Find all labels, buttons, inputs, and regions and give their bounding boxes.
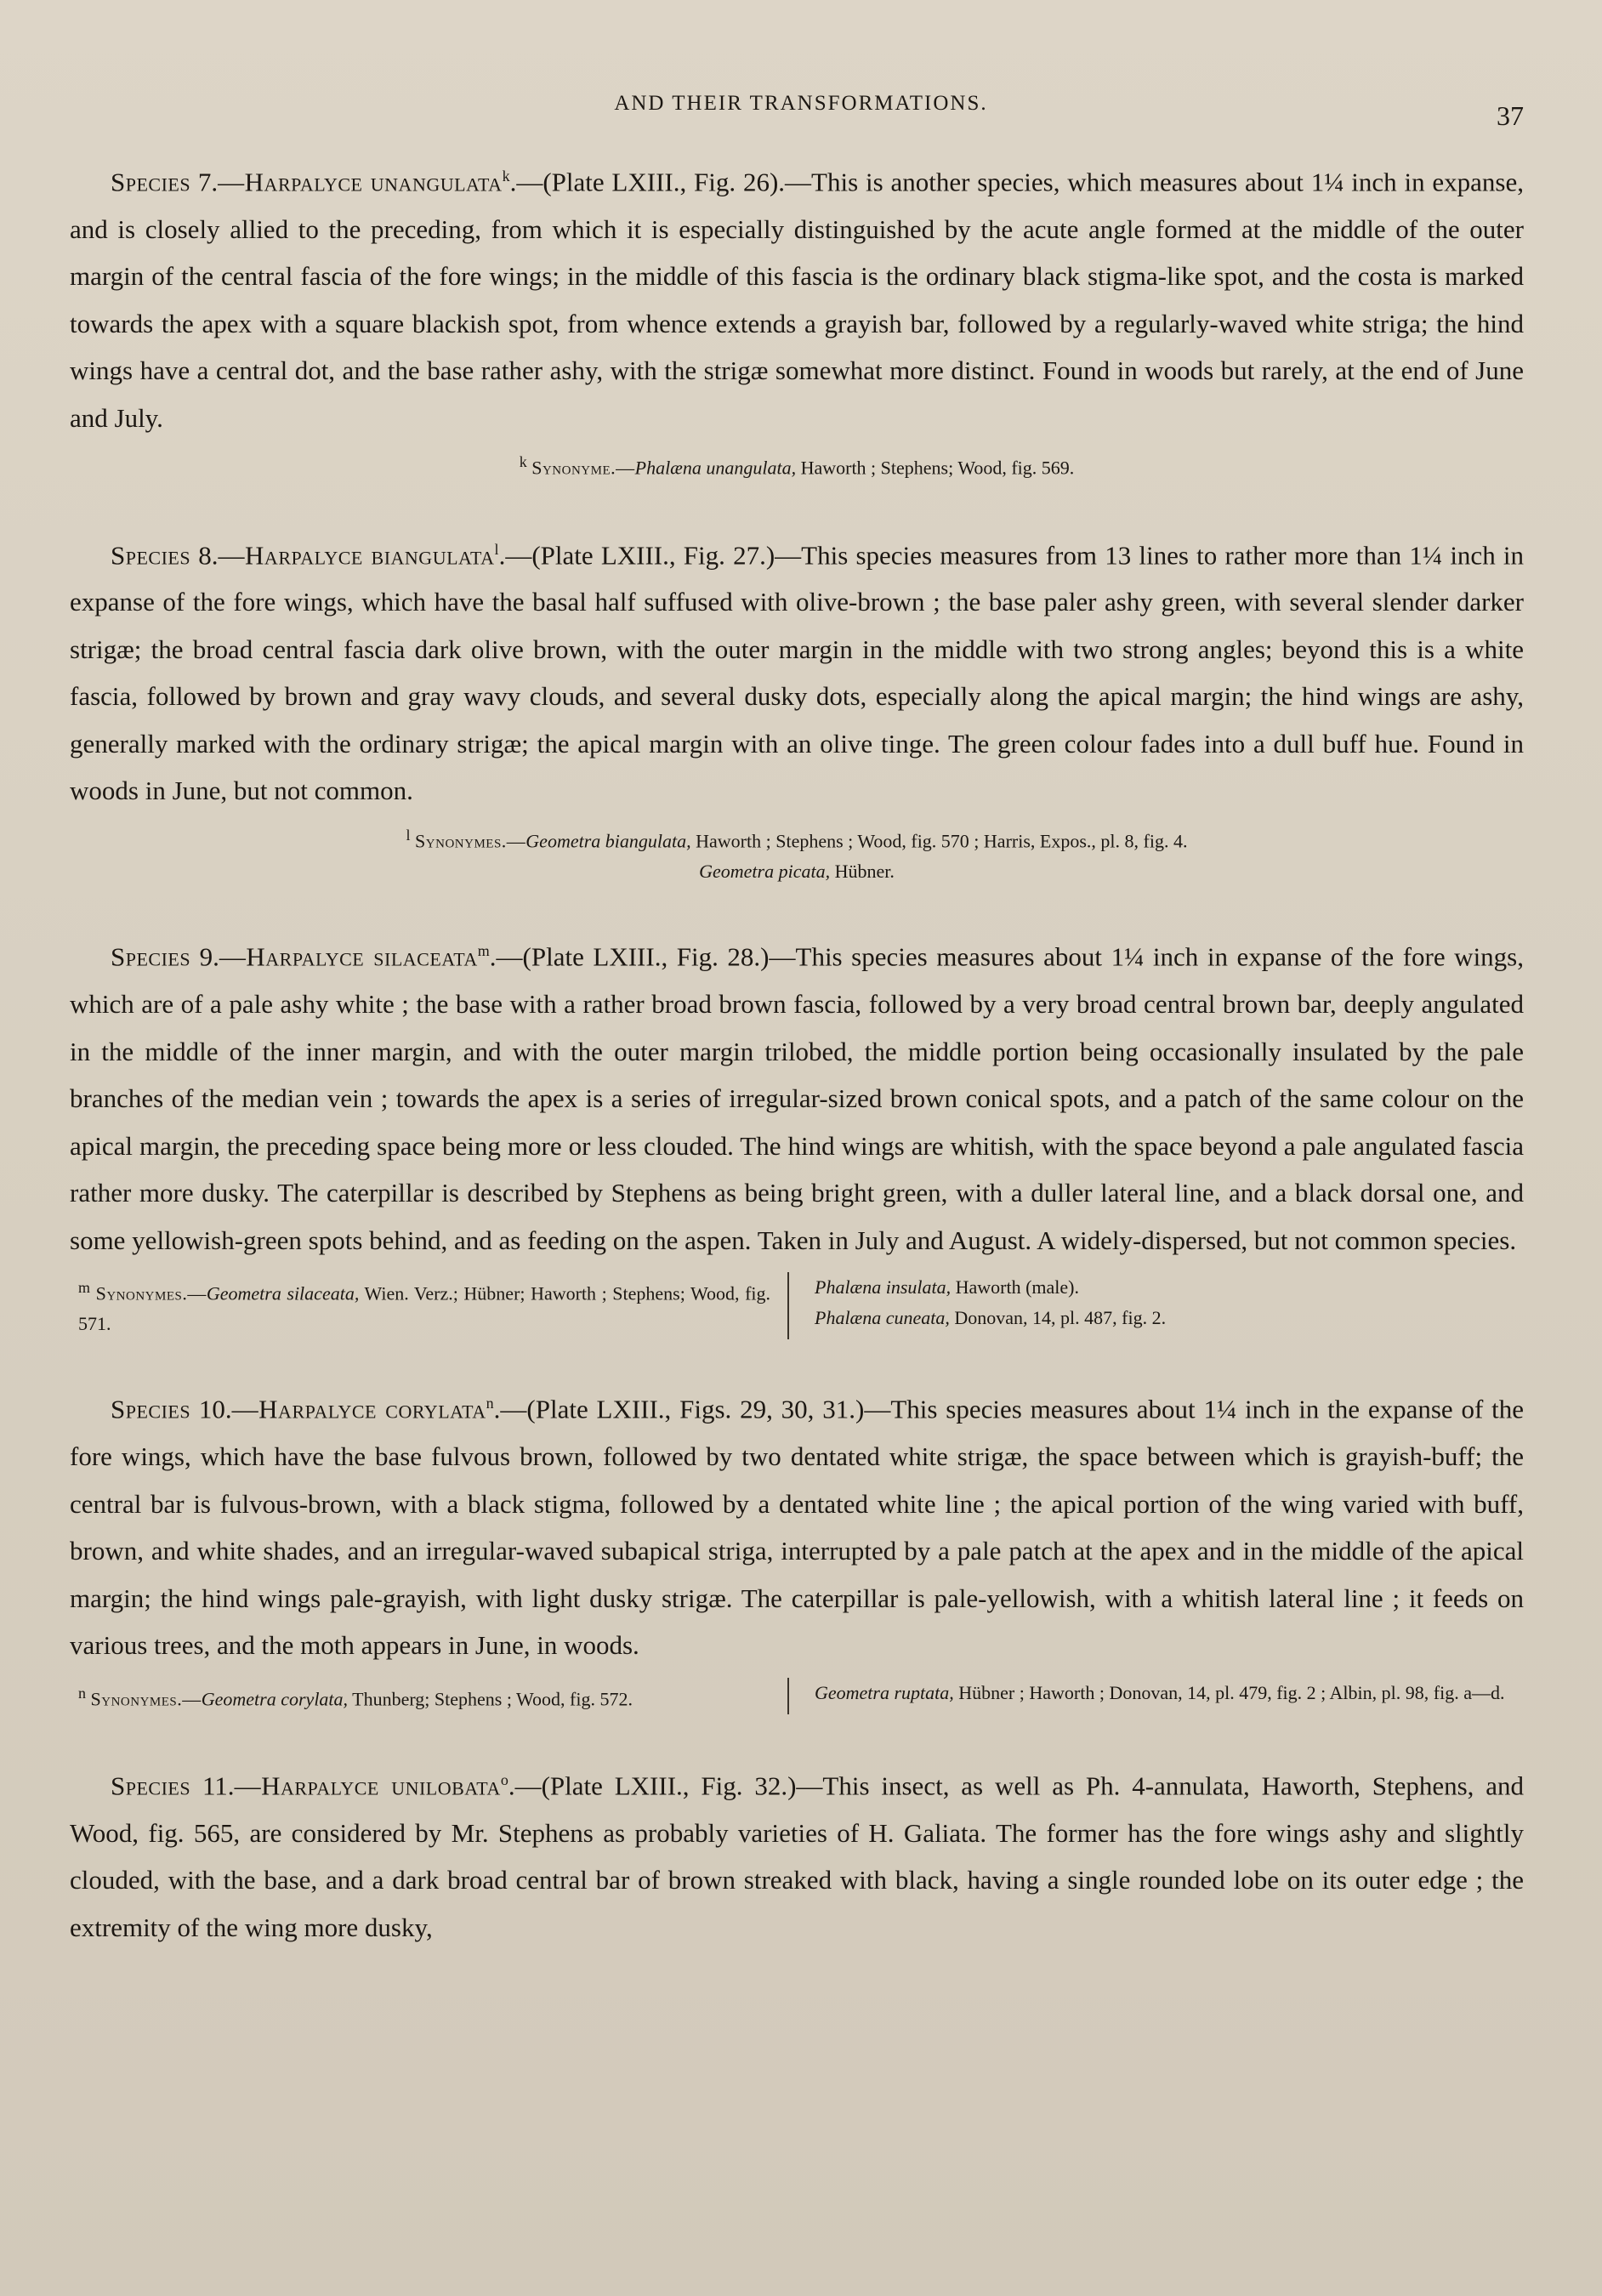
species-label: Species bbox=[111, 1770, 191, 1801]
synonym-refs: Haworth ; Stephens; Wood, fig. 569. bbox=[800, 457, 1075, 479]
synonym-refs: Wien. Verz.; Hübner; Haworth ; Stephens; Wood, fig. 571. bbox=[78, 1282, 771, 1335]
species-10-paragraph bbox=[70, 1380, 1524, 1668]
synonym-right-column bbox=[787, 1272, 1524, 1339]
synonym-line-2 bbox=[70, 856, 1524, 887]
species-description: .—(Plate LXIII., Fig. 26).—This is another species, which measures about 1¼ inch in expanse, and is closely allied to the preceding, from which it is especially distinguished by the acute angle formed at the middle of the outer margin of the central fascia of the fore wings; in the middle of this fascia is the ordinary black stigma-like spot, and the costa is marked towards the apex with a square blackish spot, from whence extends a grayish bar, followed by a regularly-waved white striga; the hind wings have a central dot, and the base rather ashy, with the strigæ somewhat more distinct. Found in woods but rarely, at the end of June and July. bbox=[70, 167, 1525, 433]
species-7-paragraph bbox=[70, 153, 1524, 441]
synonym-name: Geometra picata, bbox=[699, 861, 831, 883]
species-11-entry bbox=[70, 1757, 1524, 1951]
species-label: Species bbox=[111, 1394, 191, 1424]
synonym-right-column bbox=[787, 1678, 1524, 1714]
species-11-paragraph bbox=[70, 1757, 1524, 1951]
synonym-name: Phalæna unangulata, bbox=[634, 457, 797, 479]
species-9-paragraph bbox=[70, 928, 1524, 1264]
synonym-refs: Haworth (male). bbox=[955, 1276, 1080, 1299]
footnote-mark: l bbox=[406, 826, 411, 844]
footnote-ref: o bbox=[500, 1771, 508, 1789]
synonym-label: Synonymes.— bbox=[415, 830, 526, 852]
synonym-name: Geometra silaceata, bbox=[206, 1282, 360, 1304]
synonym-refs: Thunberg; Stephens ; Wood, fig. 572. bbox=[352, 1688, 633, 1710]
synonym-left-column bbox=[70, 1272, 787, 1339]
synonym-name: Phalæna insulata, bbox=[815, 1276, 952, 1299]
synonym-refs: Haworth ; Stephens ; Wood, fig. 570 ; Harris, Expos., pl. 8, fig. 4. bbox=[696, 830, 1188, 852]
species-7-entry bbox=[70, 153, 1524, 484]
species-number: 11. bbox=[202, 1770, 235, 1801]
footnote-ref: k bbox=[502, 168, 510, 185]
synonym-label: Synonymes.— bbox=[90, 1688, 202, 1710]
species-label: Species bbox=[111, 941, 191, 972]
footnote-ref: n bbox=[486, 1395, 494, 1412]
synonym-refs: Hübner ; Haworth ; Donovan, 14, pl. 479, fig. 2 ; Albin, pl. 98, fig. a—d. bbox=[958, 1681, 1505, 1703]
synonym-note bbox=[70, 446, 1524, 483]
synonym-refs: Hübner. bbox=[834, 861, 895, 883]
synonym-label: Synonyme.— bbox=[531, 457, 635, 479]
synonym-refs: Donovan, 14, pl. 487, fig. 2. bbox=[954, 1307, 1167, 1329]
synonym-name: Geometra biangulata, bbox=[525, 830, 691, 852]
synonym-left-column bbox=[70, 1678, 787, 1714]
species-description: .—(Plate LXIII., Fig. 28.)—This species measures about 1¼ inch in expanse of the fore wings, which are of a pale ashy white ; the base with a rather broad brown fascia, followed by a very broad central brown bar, deeply angulated in the middle of the inner margin, and with the outer margin trilobed, the middle portion being occasionally insulated by the pale branches of the median vein ; towards the apex is a series of irregular-sized brown conical spots, and a patch of the same colour on the apical margin, the preceding space being more or less clouded. The hind wings are whitish, with the space beyond a pale angulated fascia rather more dusky. The caterpillar is described by Stephens as being bright green, with a duller lateral line, and a black dorsal one, and some yellowish-green spots behind, and as feeding on the aspen. Taken in July and August. A widely-dispersed, but not common species. bbox=[70, 941, 1524, 1255]
species-name: —Harpalyce corylata bbox=[231, 1394, 486, 1424]
synonym-label: Synonymes.— bbox=[95, 1282, 207, 1304]
species-name: —Harpalyce biangulata bbox=[218, 539, 495, 570]
species-10-entry bbox=[70, 1380, 1524, 1714]
footnote-ref: m bbox=[477, 942, 490, 960]
synonym-note bbox=[70, 820, 1524, 887]
species-name: —Harpalyce unilobata bbox=[234, 1770, 501, 1801]
species-number: 9. bbox=[199, 941, 219, 972]
species-number: 7. bbox=[197, 167, 219, 197]
species-number: 8. bbox=[198, 539, 219, 570]
species-number: 10. bbox=[198, 1394, 232, 1424]
species-8-paragraph bbox=[70, 526, 1524, 815]
species-label: Species bbox=[111, 167, 191, 197]
synonym-name: Geometra corylata, bbox=[201, 1688, 349, 1710]
species-label: Species bbox=[111, 539, 191, 570]
page-number: 37 bbox=[1497, 100, 1524, 131]
species-description: .—(Plate LXIII., Fig. 27.)—This species measures from 13 lines to rather more than 1¼ inch in expanse of the fore wings, which have the basal half suffused with olive-brown ; the base paler ashy green, with several slender darker strigæ; the broad central fascia dark olive brown, with the outer margin in the middle with two strong angles; beyond this is a white fascia, followed by brown and gray wavy clouds, and several dusky dots, especially along the apical margin; the hind wings are ashy, generally marked with the ordinary strigæ; the apical margin with an olive tinge. The green colour fades into a dull buff hue. Found in woods in June, but not common. bbox=[70, 539, 1525, 806]
synonym-name: Geometra ruptata, bbox=[815, 1681, 954, 1703]
species-description: .—(Plate LXIII., Figs. 29, 30, 31.)—This species measures about 1¼ inch in the expanse of the fore wings, which have the base fulvous brown, followed by two dentated white strigæ, the space between which is grayish-buff; the central bar is fulvous-brown, with a black stigma, followed by a dentated white line ; the apical portion of the wing varied with buff, brown, and white shades, and an irregular-waved subapical striga, interrupted by a pale patch at the apex and in the middle of the apical margin; the hind wings pale-grayish, with light dusky strigæ. The caterpillar is pale-yellowish, with a whitish lateral line ; it feeds on various trees, and the moth appears in June, in woods. bbox=[70, 1394, 1524, 1661]
page-content bbox=[70, 153, 1524, 1951]
synonym-note bbox=[70, 1272, 1524, 1339]
footnote-mark: m bbox=[78, 1279, 91, 1297]
footnote-ref: l bbox=[494, 540, 499, 558]
footnote-mark: n bbox=[78, 1684, 86, 1702]
species-8-entry bbox=[70, 526, 1524, 888]
footnote-mark: k bbox=[519, 453, 527, 471]
species-name: —Harpalyce unangulata bbox=[218, 167, 503, 197]
synonym-name: Phalæna cuneata, bbox=[815, 1307, 950, 1329]
species-9-entry bbox=[70, 928, 1524, 1339]
running-title: AND THEIR TRANSFORMATIONS. bbox=[614, 92, 988, 115]
species-name: —Harpalyce silaceata bbox=[219, 941, 478, 972]
synonym-note bbox=[70, 1678, 1524, 1714]
species-description: .—(Plate LXIII., Fig. 32.)—This insect, as well as Ph. 4-annulata, Haworth, Stephens, and Wood, fig. 565, are considered by Mr. Stephens as probably varieties of H. Galiata. The former has the fore wings ashy and slightly clouded, with the base, and a dark broad central bar of brown streaked with black, having a single rounded lobe on its outer edge ; the extremity of the wing more dusky, bbox=[70, 1770, 1525, 1942]
